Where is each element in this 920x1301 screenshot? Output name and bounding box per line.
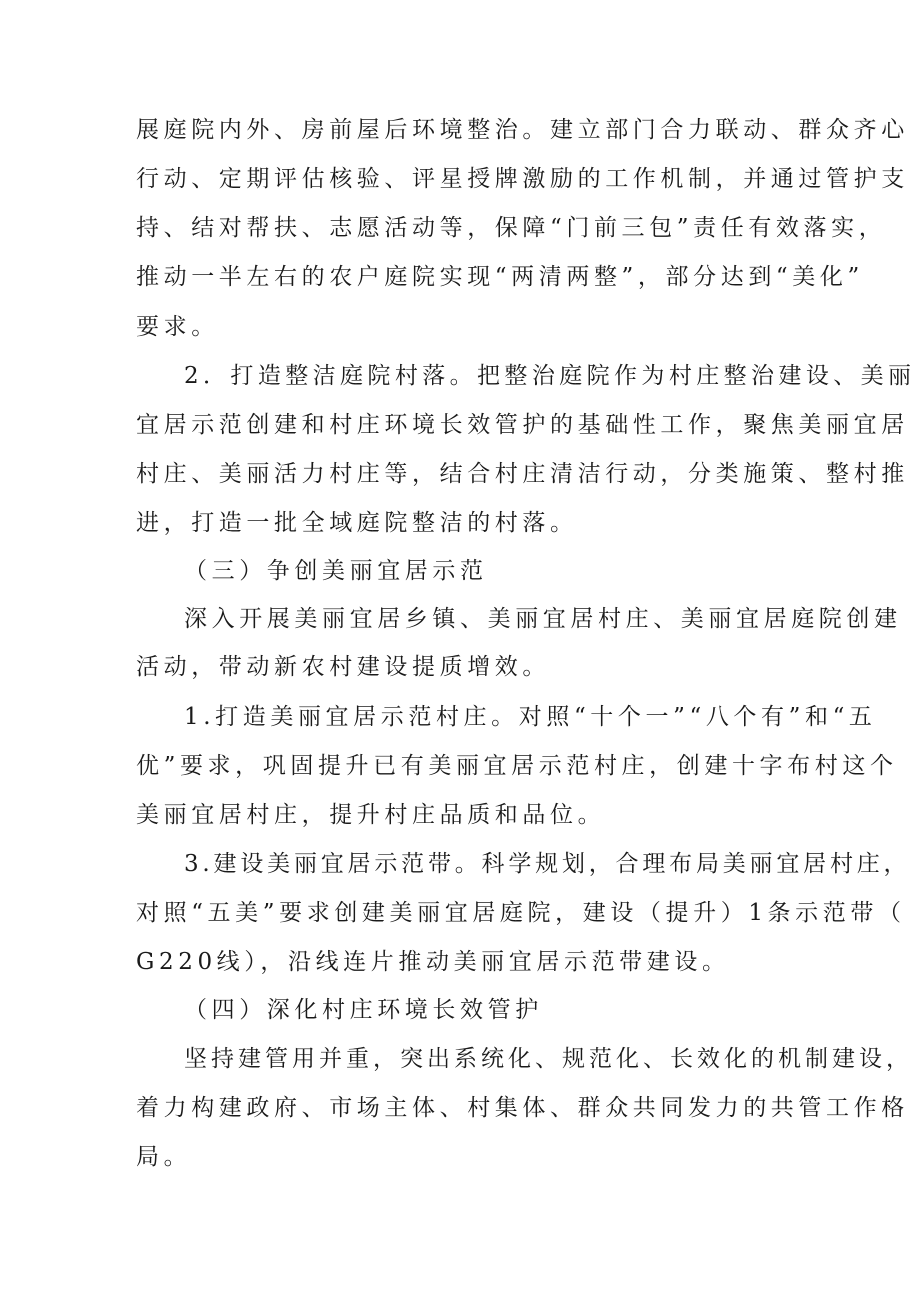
paragraph-line: 村庄、美丽活力村庄等，结合村庄清洁行动，分类施策、整村推 <box>136 461 909 487</box>
paragraph-line: 推动一半左右的农户庭院实现“两清两整”，部分达到“美化” <box>136 264 864 290</box>
paragraph-line: 优”要求，巩固提升已有美丽宜居示范村庄，创建十字布村这个 <box>136 753 898 779</box>
paragraph-line: G220线），沿线连片推动美丽宜居示范带建设。 <box>136 949 730 975</box>
section-heading: （三）争创美丽宜居示范 <box>184 558 488 584</box>
paragraph-line: 行动、定期评估核验、评星授牌激励的工作机制，并通过管护支 <box>136 166 909 192</box>
list-item-heading-line: 1.打造美丽宜居示范村庄。对照“十个一”“八个有”和“五 <box>184 704 877 730</box>
section-heading: （四）深化村庄环境长效管护 <box>184 997 543 1023</box>
paragraph-line: 美丽宜居村庄，提升村庄品质和品位。 <box>136 802 606 828</box>
list-item-heading-line: 3.建设美丽宜居示范带。科学规划，合理布局美丽宜居村庄， <box>184 851 911 877</box>
paragraph-line: 活动，带动新农村建设提质增效。 <box>136 654 550 680</box>
paragraph-line: 要求。 <box>136 314 219 340</box>
paragraph-line: 深入开展美丽宜居乡镇、美丽宜居村庄、美丽宜居庭院创建 <box>184 606 902 632</box>
paragraph-line: 着力构建政府、市场主体、村集体、群众共同发力的共管工作格 <box>136 1095 909 1121</box>
paragraph-line: 宜居示范创建和村庄环境长效管护的基础性工作，聚焦美丽宜居 <box>136 412 909 438</box>
paragraph-line: 进，打造一批全域庭院整洁的村落。 <box>136 510 578 536</box>
paragraph-line: 局。 <box>136 1144 192 1170</box>
paragraph-line: 坚持建管用并重，突出系统化、规范化、长效化的机制建设， <box>184 1046 913 1072</box>
paragraph-line: 对照“五美”要求创建美丽宜居庭院，建设（提升）1条示范带（ <box>136 900 906 926</box>
list-item-heading-line: 2．打造整洁庭院村落。把整治庭院作为村庄整治建设、美丽 <box>184 363 916 389</box>
paragraph-line: 展庭院内外、房前屋后环境整治。建立部门合力联动、群众齐心 <box>136 117 909 143</box>
paragraph-line: 持、结对帮扶、志愿活动等，保障“门前三包”责任有效落实， <box>136 215 887 241</box>
